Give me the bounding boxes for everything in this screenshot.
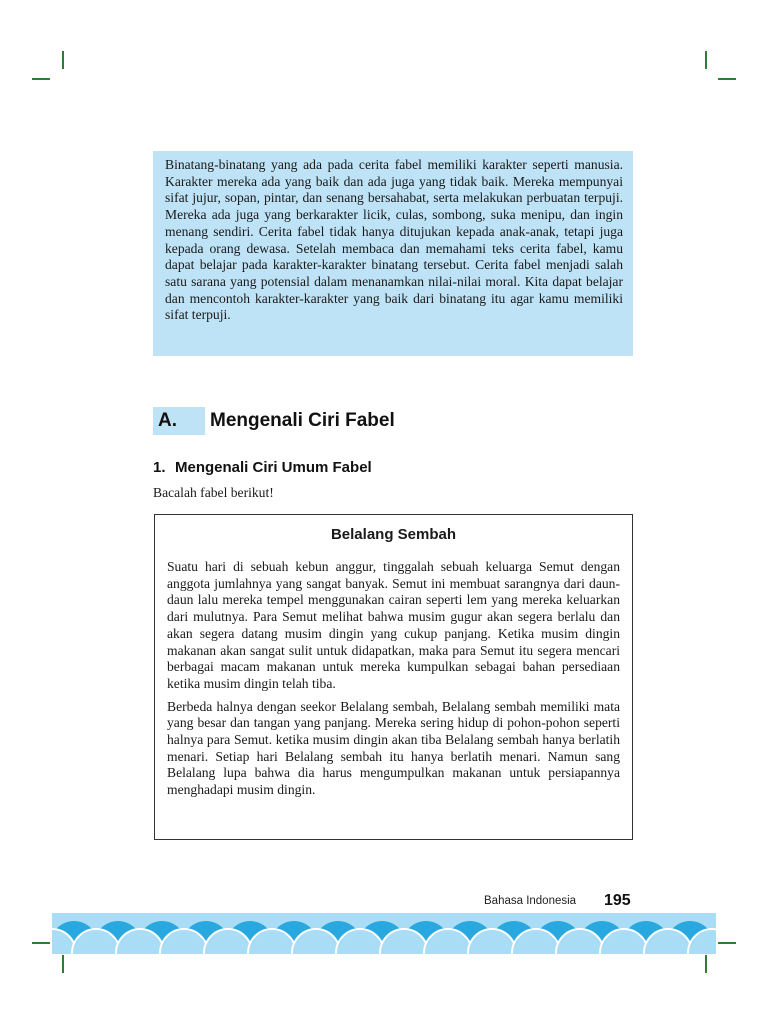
intro-box [153, 151, 633, 356]
crop-mark-bottom-right-horizontal [718, 942, 736, 944]
crop-mark-top-left-horizontal [32, 78, 50, 80]
crop-mark-top-left-vertical [62, 51, 64, 69]
instruction-text: Bacalah fabel berikut! [153, 485, 274, 500]
story-paragraph-2: Berbeda halnya dengan seekor Belalang sembah, Belalang sembah memiliki mata yang besar dan tangan yang panjang. Mereka sering hidup di pohon-pohon seperti halnya para Semut. ketika musim dingin akan tiba Belalang sembah hanya berlatih menari. Setiap hari Belalang sembah itu hanya berlatih menari. Namun sang Belalang lupa bahwa dia harus mengumpulkan makanan untuk persiapannya menghadapi musim dingin. [167, 698, 620, 798]
intro-text: Binatang-binatang yang ada pada cerita fabel memiliki karakter seperti manusia. Karakter mereka ada yang baik dan ada juga yang tidak baik. Mereka mempunyai sifat jujur, sopan, pintar, dan senang bersahabat, serta melakukan perbuatan terpuji. Mereka ada juga yang berkarakter licik, culas, sombong, suka menipu, dan ingin menang sendiri. Cerita fabel tidak hanya ditujukan kepada anak-anak, tetapi juga kepada orang dewasa. Setelah membaca dan memahami teks cerita fabel, kamu dapat belajar pada karakter-karakter binatang tersebut. Cerita fabel menjadi salah satu sarana yang potensial dalam menanamkan nilai-nilai moral. Kita dapat belajar dan mencontoh karakter-karakter yang baik dari binatang itu agar kamu memiliki sifat terpuji. [165, 157, 623, 323]
wave-decoration [52, 913, 716, 954]
story-title: Belalang Sembah [330, 526, 457, 543]
story-box [154, 514, 633, 840]
subsection-heading [153, 458, 372, 478]
subsection-title: Mengenali Ciri Umum Fabel [175, 459, 372, 476]
crop-mark-top-right-horizontal [718, 78, 736, 80]
crop-mark-bottom-left-horizontal [32, 942, 50, 944]
story-paragraph-1: Suatu hari di sebuah kebun anggur, tinggalah sebuah keluarga Semut dengan anggota jumlahnya yang sangat banyak. Semut ini membuat sarangnya dari daun-daun lalu mereka tempel menggunakan cairan seperti lem yang mereka keluarkan dari mulutnya. Para Semut melihat bahwa musim gugur akan segera berlalu dan akan segera datang musim dingin yang cukup panjang. Ketika musim dingin makanan akan sangat sulit untuk didapatkan, maka para Semut itu segera mencari berbagai macam makanan untuk mereka kumpulkan sebagai bahan persediaan ketika musim dingin telah tiba. [167, 559, 620, 691]
crop-mark-bottom-right-vertical [705, 955, 707, 973]
section-title: Mengenali Ciri Fabel [210, 410, 395, 431]
subsection-number: 1. [153, 459, 166, 476]
section-letter: A. [153, 407, 205, 435]
footer-book-title: Bahasa Indonesia [484, 895, 577, 907]
section-heading [153, 407, 633, 435]
crop-mark-top-right-vertical [705, 51, 707, 69]
crop-mark-bottom-left-vertical [62, 955, 64, 973]
page-number: 195 [604, 892, 631, 909]
